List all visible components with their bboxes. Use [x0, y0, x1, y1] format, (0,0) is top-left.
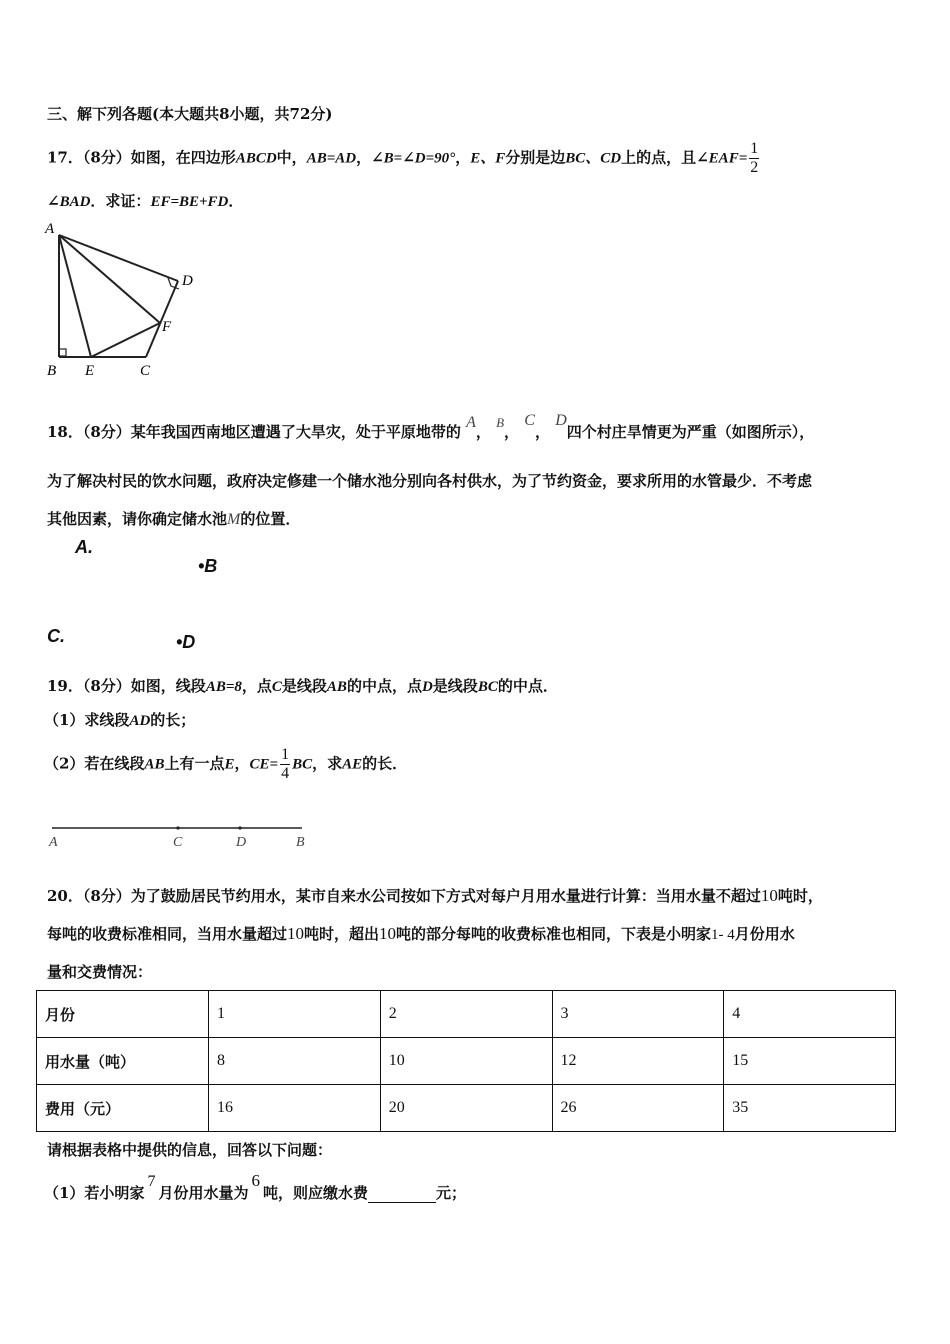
- q17-prefix: 17．（8分）如图，在四边形: [47, 148, 236, 167]
- q17-text: 中，: [276, 148, 307, 167]
- row-header: 用水量（吨）: [37, 1038, 209, 1085]
- q17-text: 上的点，且: [621, 148, 697, 167]
- point-d: [238, 826, 241, 829]
- q20-month: 7: [147, 1173, 156, 1190]
- q18-village-d: D: [555, 412, 567, 429]
- q18-text: 的位置．: [240, 510, 301, 528]
- q19-line1: [47, 675, 558, 696]
- q19-segment-figure: [44, 818, 324, 858]
- q17-equation: EF=BE+FD: [150, 194, 229, 210]
- label-d: D: [182, 273, 193, 289]
- q19-text: （2）若在线段: [44, 754, 145, 773]
- table-row: [37, 991, 896, 1038]
- q17-ab-ad: AB=AD: [306, 150, 357, 167]
- q19-fraction: [280, 746, 290, 783]
- q19-text: 是线段: [432, 677, 478, 695]
- q20-text: 吨的部分每吨的收费标准也相同，下表是小明家: [396, 925, 712, 943]
- q19-d: D: [421, 679, 433, 695]
- q19-text: 的长．: [362, 754, 408, 773]
- table-row: [37, 1085, 896, 1132]
- q18-comma: ，: [475, 423, 491, 441]
- q17-bc-cd: BC、CD: [565, 150, 622, 167]
- q18-text: 四个村庄旱情更为严重（如图所示），: [566, 423, 815, 441]
- q18-line1: [47, 412, 815, 442]
- q17-ef: E、F: [470, 150, 506, 167]
- q19-text: 是线段: [281, 677, 327, 695]
- q18-village-a: A: [466, 414, 476, 431]
- q17-angles: ∠B=∠D=90°: [371, 150, 456, 167]
- q19-bc: BC: [477, 679, 498, 695]
- table-cell: 35: [724, 1085, 896, 1132]
- point-c: [176, 826, 179, 829]
- table-cell: 20: [380, 1085, 552, 1132]
- q20-text: 吨时，: [777, 887, 823, 905]
- q20-range: 1- 4: [711, 927, 735, 943]
- q20-text: （1）若小明家: [44, 1184, 145, 1202]
- right-angle-b: [59, 349, 66, 356]
- q20-text: 每吨的收费标准相同，当用水量超过: [47, 925, 288, 943]
- q17-comma: ，: [455, 148, 471, 167]
- q19-text: 的长；: [150, 711, 196, 729]
- answer-blank[interactable]: [368, 1188, 436, 1203]
- table-cell: 3: [552, 991, 724, 1038]
- row-header: 月份: [37, 991, 209, 1038]
- q19-text: 的中点，点: [346, 677, 422, 695]
- q19-text: ，: [234, 754, 250, 773]
- q19-ce: CE=: [249, 756, 279, 773]
- section-header: 三、解下列各题(本大题共8小题，共72分): [47, 105, 333, 123]
- q19-text: 19．（8分）如图，线段: [47, 677, 206, 695]
- label-e: E: [85, 363, 95, 379]
- q20-sub1: [44, 1171, 466, 1203]
- table-cell: 12: [552, 1038, 724, 1085]
- village-point-b: •B: [198, 556, 218, 576]
- segment-af: [59, 235, 160, 323]
- q17-bad: ∠BAD: [47, 194, 91, 210]
- q20-amount: 6: [251, 1171, 260, 1190]
- q19-sub1: [44, 709, 195, 730]
- table-cell: 4: [724, 991, 896, 1038]
- q17-eaf: ∠EAF=: [696, 150, 748, 167]
- q20-text: 吨时，超出: [304, 925, 380, 943]
- label-d: D: [236, 835, 247, 850]
- q20-line1: [47, 885, 823, 906]
- table-cell: 1: [209, 991, 381, 1038]
- q20-number: 10: [287, 924, 305, 943]
- q17-text: ．: [228, 192, 244, 210]
- q19-text: 的中点．: [497, 677, 558, 695]
- fraction-numerator: 1: [750, 140, 759, 157]
- label-c: C: [140, 363, 151, 379]
- village-point-a: A.: [75, 537, 93, 557]
- table-cell: 15: [724, 1038, 896, 1085]
- q17-line2: [47, 190, 243, 211]
- q17-abcd: ABCD: [235, 150, 277, 167]
- q18-village-b: B: [496, 415, 505, 430]
- q19-c: C: [271, 679, 282, 695]
- q18-village-c: C: [524, 412, 535, 429]
- table-cell: 16: [209, 1085, 381, 1132]
- water-fee-table: [36, 990, 896, 1132]
- fraction-denominator: 2: [750, 159, 759, 176]
- q18-text: 其他因素，请你确定储水池: [47, 510, 228, 528]
- q20-line2: [47, 923, 795, 944]
- label-c: C: [173, 835, 183, 850]
- table-cell: 10: [380, 1038, 552, 1085]
- q18-m: M: [227, 511, 241, 528]
- q19-text: （1）求线段: [44, 711, 130, 729]
- q20-text: 吨，则应缴水费: [262, 1184, 368, 1202]
- q17-fraction: [749, 140, 759, 177]
- label-b: B: [47, 363, 57, 379]
- q19-text: ，点: [241, 677, 272, 695]
- q18-line3: [47, 508, 300, 529]
- fraction-numerator: 1: [281, 746, 290, 763]
- q20-line3: 量和交费情况：: [47, 963, 153, 981]
- q17-text: ．求证：: [90, 192, 151, 210]
- q20-number: 10: [760, 886, 778, 905]
- segment-ef: [91, 323, 160, 357]
- label-a: A: [49, 835, 58, 850]
- q19-ae: AE: [342, 756, 363, 773]
- q17-text: 分别是边: [505, 148, 566, 167]
- q20-after-table: 请根据表格中提供的信息，回答以下问题：: [47, 1141, 333, 1159]
- segment-ae: [59, 235, 91, 357]
- q18-comma: ，: [504, 423, 520, 441]
- q20-number: 10: [379, 924, 397, 943]
- edge-ad: [59, 235, 178, 281]
- q17-line1: [47, 140, 761, 177]
- q18-line2: 为了解决村民的饮水问题，政府决定修建一个储水池分别向各村供水，为了节约资金，要求所用的水管最少．不考虑: [47, 472, 813, 490]
- q19-ab8: AB=8: [205, 679, 242, 695]
- q19-bc: BC: [292, 756, 313, 773]
- q20-text: 20．（8分）为了鼓励居民节约用水，某市自来水公司按如下方式对每户月用水量进行计算：当用水量不超过: [47, 887, 761, 905]
- q18-comma: ，: [534, 423, 550, 441]
- label-b: B: [296, 835, 305, 850]
- q19-text: 上有一点: [164, 754, 225, 773]
- table-cell: 2: [380, 991, 552, 1038]
- q19-sub2: [44, 746, 407, 783]
- q20-text: 元；: [435, 1184, 466, 1202]
- fraction-denominator: 4: [281, 765, 290, 782]
- q19-ab: AB: [326, 679, 347, 695]
- q20-text: 月份用水量为: [158, 1184, 249, 1202]
- q19-text: ，求: [312, 754, 343, 773]
- q19-ad: AD: [129, 713, 151, 729]
- label-f: F: [162, 319, 172, 335]
- q20-text: 月份用水: [734, 925, 795, 943]
- label-a: A: [45, 221, 55, 237]
- q17-comma: ，: [356, 148, 372, 167]
- row-header: 费用（元）: [37, 1085, 209, 1132]
- village-point-c: C.: [47, 626, 65, 646]
- q18-prefix: 18．（8分）某年我国西南地区遭遇了大旱灾，处于平原地带的: [47, 423, 461, 441]
- q17-figure: [40, 215, 210, 385]
- q19-e: E: [224, 756, 235, 773]
- table-row: [37, 1038, 896, 1085]
- table-cell: 8: [209, 1038, 381, 1085]
- table-cell: 26: [552, 1085, 724, 1132]
- village-point-d: •D: [176, 632, 196, 652]
- q19-ab: AB: [144, 756, 165, 773]
